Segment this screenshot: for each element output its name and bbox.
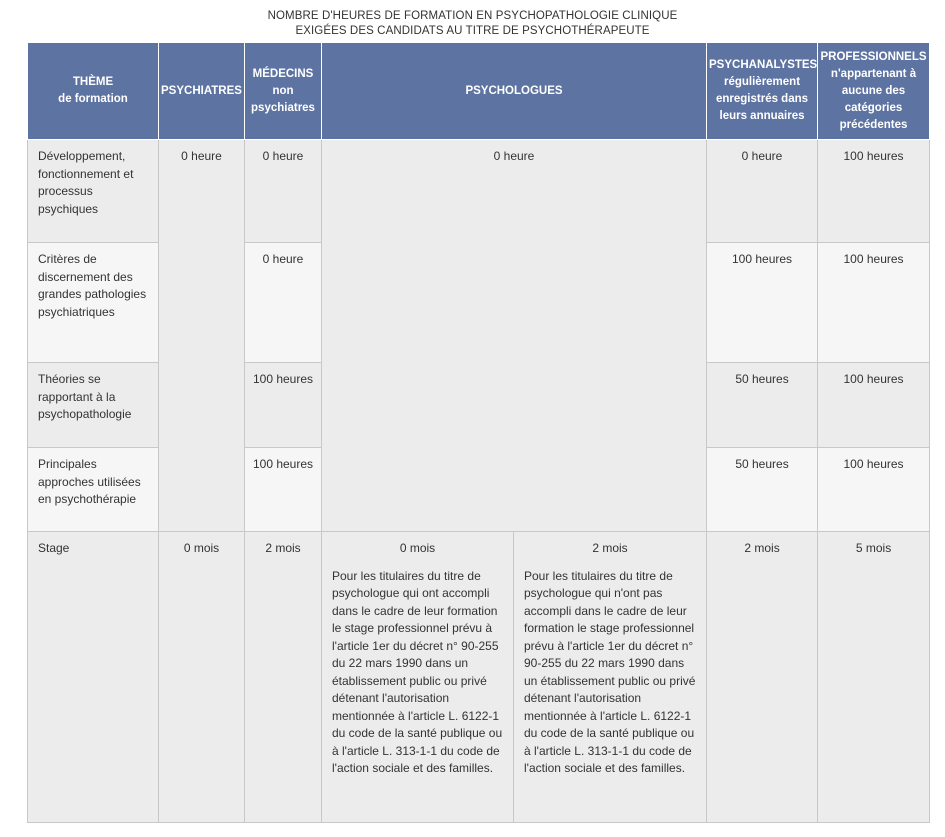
cell-psychanalystes: 50 heures [707,363,818,448]
stage-value: 0 mois [399,541,436,555]
cell-theme: Principales approches utilisées en psychothérapie [28,448,159,532]
cell-medecins: 2 mois [245,532,322,823]
table-row [28,140,930,243]
cell-professionnels: 5 mois [818,532,930,823]
header-row [28,43,930,140]
header-professionnels-label: PROFESSIONNELS [820,50,927,63]
cell-psychanalystes: 0 heure [707,140,818,243]
stage-note: Pour les titulaires du titre de psychologue qui n'ont pas accompli dans le cadre de leur formation le stage professionnel prévu à l'article 1er du décret n° 90-255 du 22 mars 1990 dans un établissement public ou privé détenant l'autorisation mentionnée à l'article L. 6122-1 du code de la santé publique ou à l'article L. 313-1-1 du code de l'action sociale et des familles. [524,568,696,775]
header-professionnels [818,43,930,140]
header-medecins-label: MÉDECINS [252,67,314,80]
header-psychanalystes-label: PSYCHANALYSTES [709,59,818,71]
title-line-1: NOMBRE D'HEURES DE FORMATION EN PSYCHOPATHOLOGIE CLINIQUE [267,10,678,22]
header-theme-sublabel: de formation [58,93,128,105]
table-title [0,0,945,37]
cell-medecins: 100 heures [245,363,322,448]
header-theme [28,43,159,140]
cell-psychiatres: 0 mois [159,532,245,823]
table-row-stage [28,532,930,823]
title-line-2: EXIGÉES DES CANDIDATS AU TITRE DE PSYCHOTHÉRAPEUTE [295,25,650,37]
header-medecins-sublabel: non psychiatres [251,84,315,114]
cell-theme: Stage [28,532,159,823]
header-theme-label: THÈME [72,76,114,88]
cell-professionnels: 100 heures [818,363,930,448]
stage-note: Pour les titulaires du titre de psychologue qui ont accompli dans le cadre de leur formation le stage professionnel prévu à l'article 1er du décret n° 90-255 du 22 mars 1990 dans un établissement public ou privé détenant l'autorisation mentionnée à l'article L. 6122-1 du code de la santé publique ou à l'article L. 313-1-1 du code de l'action sociale et des familles. [332,568,503,775]
cell-professionnels: 100 heures [818,448,930,532]
cell-psychologues-b [514,532,707,823]
header-psychanalystes-sublabel: régulièrement enregistrés dans leurs annuaires [715,76,809,122]
cell-medecins: 0 heure [245,140,322,243]
cell-professionnels: 100 heures [818,243,930,363]
cell-psychiatres: 0 heure [159,140,245,532]
cell-theme: Critères de discernement des grandes pathologies psychiatriques [28,243,159,363]
cell-psychologues-a [322,532,514,823]
cell-medecins: 100 heures [245,448,322,532]
cell-psychanalystes: 100 heures [707,243,818,363]
header-psychanalystes [707,43,818,140]
header-psychiatres: PSYCHIATRES [159,43,245,140]
cell-medecins: 0 heure [245,243,322,363]
cell-psychologues: 0 heure [322,140,707,532]
cell-theme: Théories se rapportant à la psychopathologie [28,363,159,448]
cell-theme: Développement, fonctionnement et processus psychiques [28,140,159,243]
cell-psychanalystes: 50 heures [707,448,818,532]
stage-value: 2 mois [592,541,628,555]
header-psychologues: PSYCHOLOGUES [322,43,707,140]
cell-psychanalystes: 2 mois [707,532,818,823]
header-professionnels-sublabel: n'appartenant à aucune des catégories précédentes [830,67,917,131]
header-medecins [245,43,322,140]
cell-professionnels: 100 heures [818,140,930,243]
training-hours-table [27,42,930,823]
